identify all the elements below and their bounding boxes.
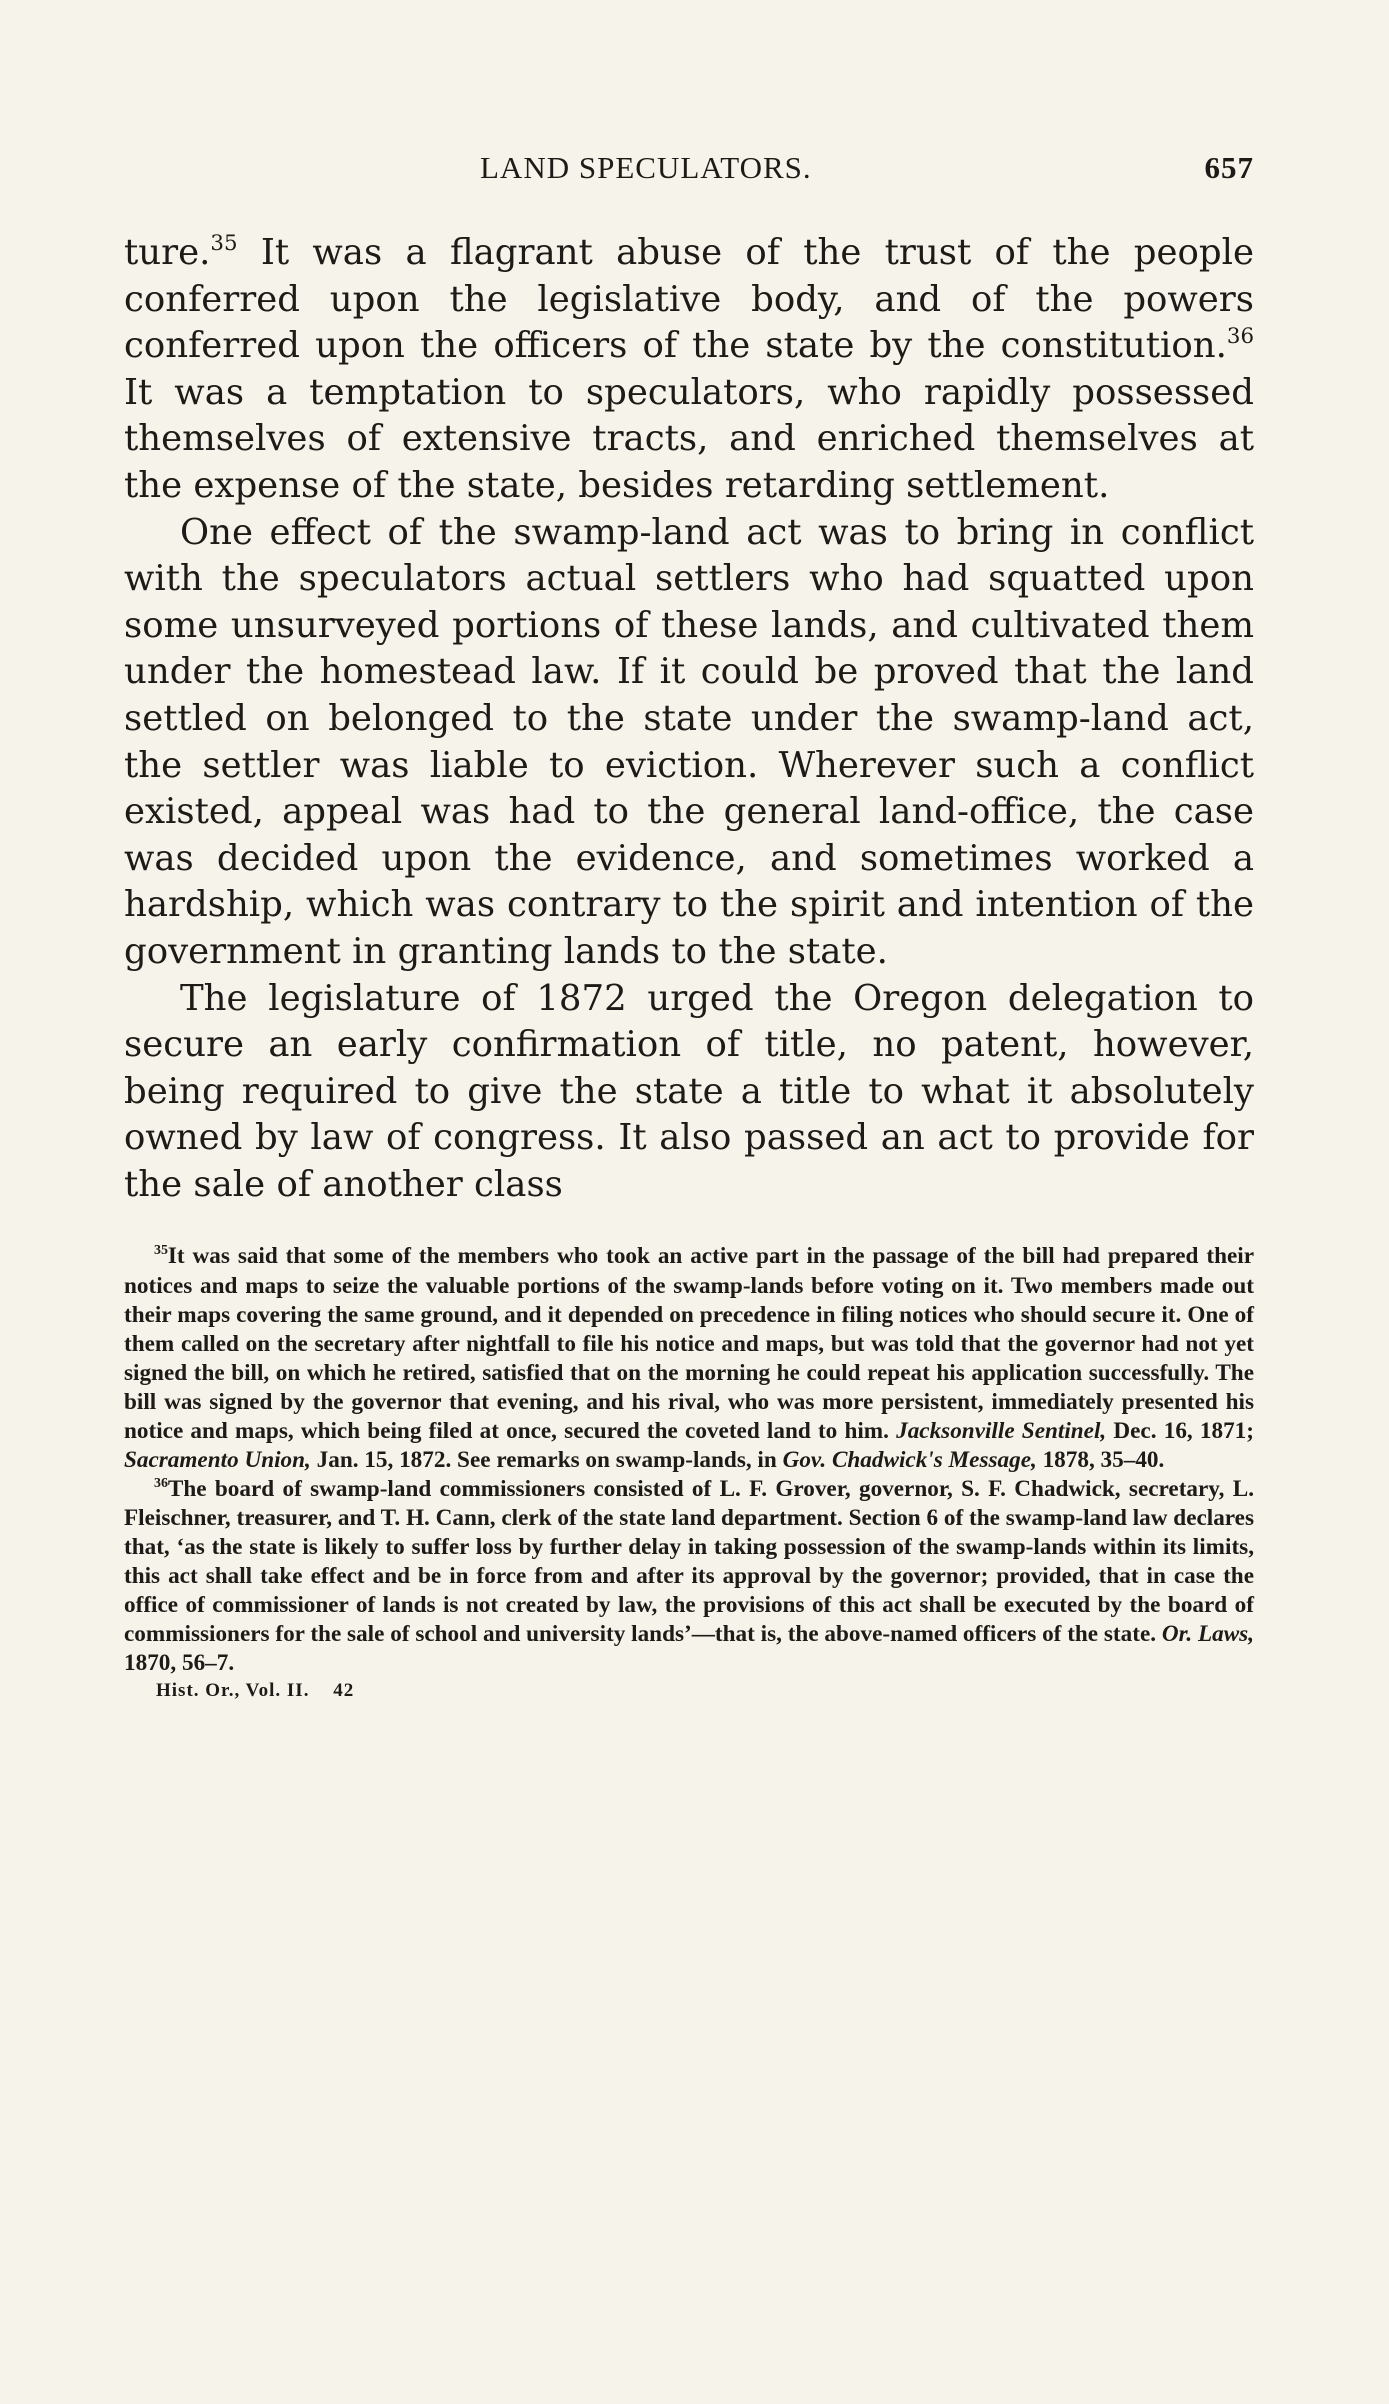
paragraph-1 — [124, 230, 1254, 510]
paragraph-1-middle: It was a flagrant abuse of the trust of the people conferred upon the legislative body, and of the powers conferred upon the officers of the state by the constitution. — [124, 232, 1254, 367]
footnote-ref-36: 36 — [1226, 324, 1254, 350]
body-text — [124, 230, 1254, 1208]
footnote-36-text: 1870, 56–7. — [124, 1650, 235, 1677]
footnote-35-text: Jan. 15, 1872. See remarks on swamp-lands, in — [310, 1446, 783, 1473]
footnote-36-text: The board of swamp-land commissioners consisted of L. F. Grover, governor, S. F. Chadwick, secretary, L. Fleischner, treasurer, and T. H. Cann, clerk of the state land department. Section 6 of the swamp-land law declares that, ‘as the state is likely to suffer loss by further delay in taking possession of the swamp-lands within its limits, this act shall take effect and be in force from and after its approval by the governor; provided, that in case the office of commissioner of lands is not created by law, the provisions of this act shall be executed by the board of commissioners for the sale of school and university lands’—that is, the above-named officers of the state. — [124, 1475, 1254, 1648]
running-head — [124, 150, 1254, 190]
paragraph-1-end: It was a temptation to speculators, who rapidly possessed themselves of extensive tracts, and enriched themselves at the expense of the state, besides retarding settlement. — [124, 371, 1254, 506]
signature-mark — [156, 1680, 1254, 1702]
footnotes — [124, 1242, 1254, 1678]
citation-oregon-laws: Or. Laws, — [1161, 1621, 1254, 1648]
citation-jacksonville-sentinel: Jacksonville Sentinel, — [896, 1417, 1107, 1444]
signature-number: 42 — [333, 1680, 355, 1702]
paragraph-2: One effect of the swamp-land act was to bring in conflict with the speculators actual settlers who had squatted upon some unsurveyed portions of these lands, and cultivated them under the homestead law. If it could be proved that the land settled on belonged to the state under the swamp-land act, the settler was liable to eviction. Wherever such a conflict existed, appeal was had to the general land-office, the case was decided upon the evidence, and sometimes worked a hardship, which was contrary to the spirit and intention of the government in granting lands to the state. — [124, 511, 1254, 972]
citation-sacramento-union: Sacramento Union, — [124, 1446, 311, 1473]
footnote-35-text: It was said that some of the members who took an active part in the passage of the bill had prepared their notices and maps to seize the valuable portions of the swamp-lands before voting on it. Two members made out their maps covering the same ground, and it depended on precedence in filing notices who should secure it. One of them called on the secretary after nightfall to file his notice and maps, but was told that the governor had not yet signed the bill, on which he retired, satisfied that on the morning he could repeat his application successfully. The bill was signed by the governor that evening, and his rival, who was more persistent, immediately presented his notice and maps, which being filed at once, secured the coveted land to him. — [124, 1243, 1254, 1444]
footnote-35 — [124, 1242, 1254, 1474]
footnote-36 — [124, 1475, 1254, 1678]
page-title: LAND SPECULATORS. — [480, 150, 812, 185]
citation-chadwick-message: Gov. Chadwick's Message, — [782, 1446, 1037, 1473]
page — [124, 150, 1254, 1702]
footnote-35-text: 1878, 35–40. — [1036, 1446, 1165, 1473]
paragraph-1-start: ture. — [124, 232, 211, 273]
page-number: 657 — [1204, 150, 1254, 185]
footnote-marker-35: 35 — [154, 1243, 168, 1259]
footnote-ref-35: 35 — [210, 231, 238, 257]
paragraph-3: The legislature of 1872 urged the Oregon delegation to secure an early confirmation of title, no patent, however, being required to give the state a title to what it absolutely owned by law of congress. It also passed an act to provide for the sale of another class — [124, 977, 1254, 1205]
footnote-marker-36: 36 — [154, 1475, 168, 1491]
signature-text: Hist. Or., Vol. II. — [156, 1680, 310, 1702]
footnote-35-text: Dec. 16, 1871; — [1106, 1417, 1254, 1444]
